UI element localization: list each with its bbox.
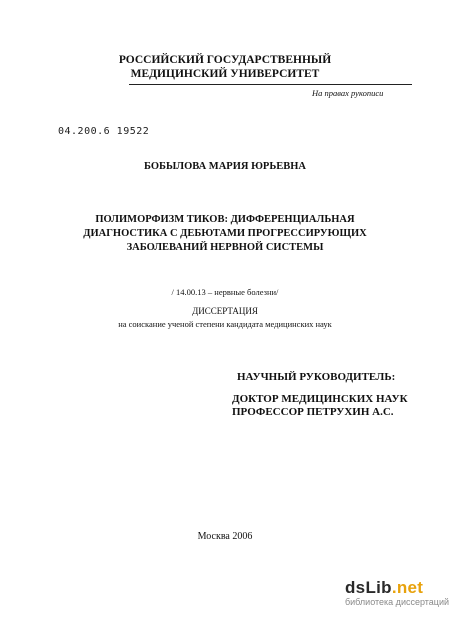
supervisor-heading: НАУЧНЫЙ РУКОВОДИТЕЛЬ:: [237, 371, 396, 383]
watermark-brand-suffix: .net: [391, 578, 424, 597]
watermark-tagline: библиотека диссертаций: [345, 597, 450, 607]
title-line-2: ДИАГНОСТИКА С ДЕБЮТАМИ ПРОГРЕССИРУЮЩИХ: [83, 228, 367, 239]
rights-note: На правах рукописи: [312, 88, 384, 98]
watermark-brand: [345, 578, 449, 598]
supervisor-degree: ДОКТОР МЕДИЦИНСКИХ НАУК: [232, 393, 408, 405]
university-name: [0, 53, 450, 81]
specialty-code: / 14.00.13 – нервные болезни/: [171, 287, 279, 297]
watermark-brand-prefix: dsLib: [345, 578, 392, 597]
university-line-1: РОССИЙСКИЙ ГОСУДАРСТВЕННЫЙ: [118, 54, 332, 66]
header-divider: [129, 84, 412, 85]
title-line-3: ЗАБОЛЕВАНИЙ НЕРВНОЙ СИСТЕМЫ: [126, 242, 324, 253]
dissertation-purpose: на соискание ученой степени кандидата медицинских наук: [118, 319, 332, 329]
city-year: Москва 2006: [197, 531, 253, 542]
stamp-number: 04.200.6 19522: [58, 126, 150, 137]
university-line-2: МЕДИЦИНСКИЙ УНИВЕРСИТЕТ: [130, 68, 320, 80]
author-name: БОБЫЛОВА МАРИЯ ЮРЬЕВНА: [143, 161, 307, 172]
dissertation-type: ДИССЕРТАЦИЯ: [192, 306, 258, 316]
supervisor-name: ПРОФЕССОР ПЕТРУХИН А.С.: [232, 406, 394, 418]
dissertation-title: [0, 213, 450, 255]
supervisor-info: [232, 393, 408, 419]
dslib-watermark-logo: [345, 578, 449, 607]
title-line-1: ПОЛИМОРФИЗМ ТИКОВ: ДИФФЕРЕНЦИАЛЬНАЯ: [95, 214, 355, 225]
